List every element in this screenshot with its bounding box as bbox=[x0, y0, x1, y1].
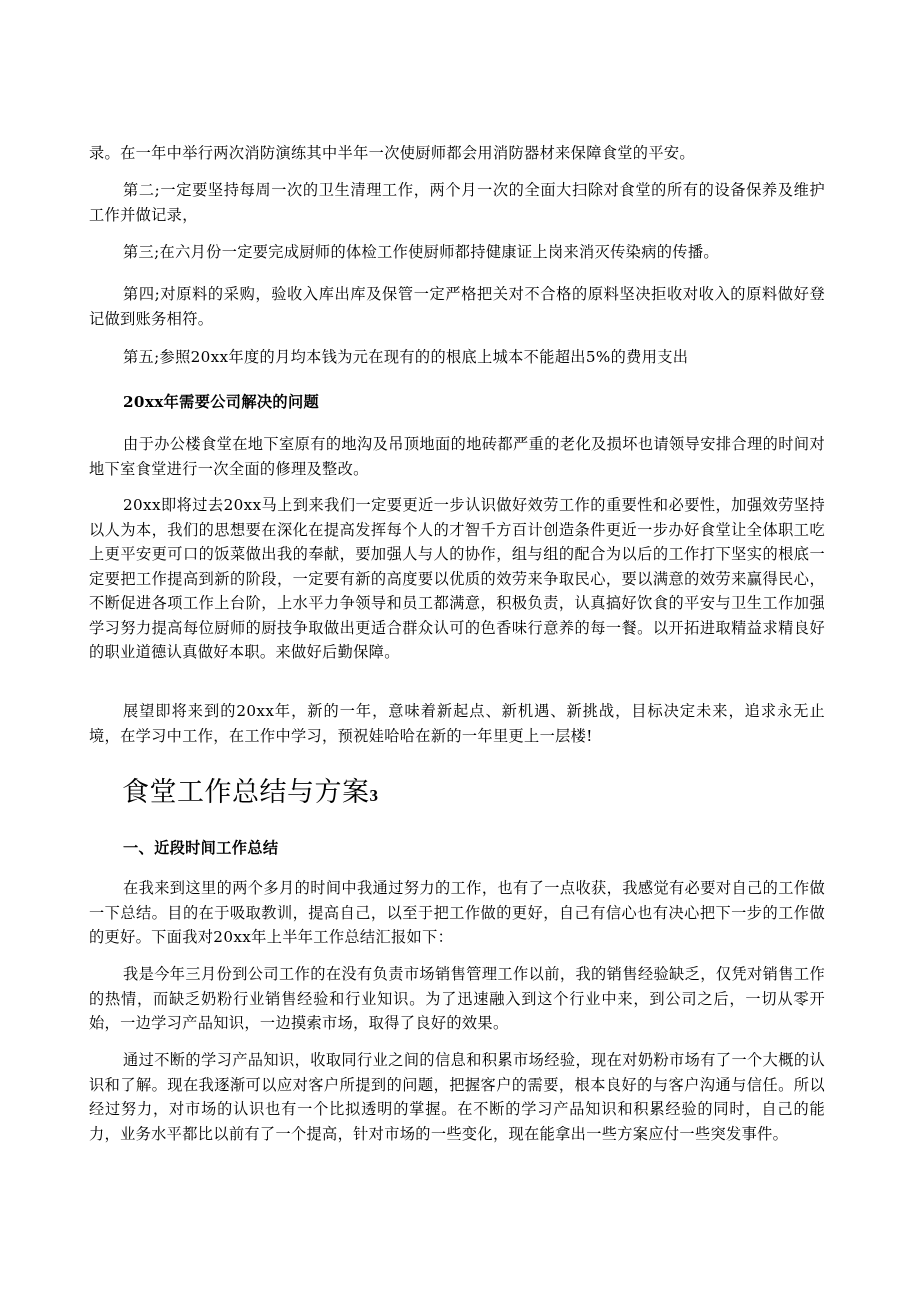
section-title bbox=[122, 775, 379, 814]
paragraph-service-outlook: 20xx即将过去20xx马上到来我们一定要更近一步认识做好效劳工作的重要性和必要性，加强效劳坚持以人为本，我们的思想要在深化在提高发挥每个人的才智千方百计创造条件更近一步办好食堂让全体职工吃上更平安更可口的饭菜做出我的奉献，要加强人与人的协作，组与组的配合为以后的工作打下坚实的根底一定要把工作提高到新的阶段，一定要有新的高度要以优质的效劳来争取民心，要以满意的效劳来赢得民心，不断促进各项工作上台阶，上水平力争领导和员工都满意，积极负责，认真搞好饮食的平安与卫生工作加强学习努力提高每位厨师的厨技争取做出更适合群众认可的色香味行意养的每一餐。以开拓进取精益求精良好的职业道德认真做好本职。来做好后勤保障。 bbox=[89, 496, 825, 661]
paragraph-fire-drill-ending: 录。在一年中举行两次消防演练其中半年一次使厨师都会用消防器材来保障食堂的平安。 bbox=[89, 144, 695, 162]
paragraph-item-second: 第二;一定要坚持每周一次的卫生清理工作，两个月一次的全面大扫除对食堂的所有的设备保养及维护工作并做记录， bbox=[89, 181, 825, 224]
paragraph-two-months-summary: 在我来到这里的两个多月的时间中我通过努力的工作，也有了一点收获，我感觉有必要对自己的工作做一下总结。目的在于吸取教训，提高自己，以至于把工作做的更好，自己有信心也有决心把下一步的工作做的更好。下面我对20xx年上半年工作总结汇报如下： bbox=[89, 879, 825, 946]
paragraph-item-third: 第三;在六月份一定要完成厨师的体检工作使厨师都持健康证上岗来消灭传染病的传播。 bbox=[123, 243, 719, 261]
section-title-text: 食堂工作总结与方案 bbox=[122, 777, 370, 808]
paragraph-march-start: 我是今年三月份到公司工作的在没有负责市场销售管理工作以前，我的销售经验缺乏，仅凭对销售工作的热情，而缺乏奶粉行业销售经验和行业知识。为了迅速融入到这个行业中来，到公司之后，一切从零开始，一边学习产品知识，一边摸索市场，取得了良好的效果。 bbox=[89, 965, 825, 1032]
paragraph-new-year-outlook: 展望即将来到的20xx年，新的一年，意味着新起点、新机遇、新挑战，目标决定未来，追求永无止境，在学习中工作，在工作中学习，预祝娃哈哈在新的一年里更上一层楼! bbox=[89, 702, 825, 745]
paragraph-item-fifth: 第五;参照20xx年度的月均本钱为元在现有的的根底上城本不能超出5%的费用支出 bbox=[123, 348, 689, 366]
section-title-number: 3 bbox=[369, 786, 379, 805]
paragraph-market-knowledge: 通过不断的学习产品知识，收取同行业之间的信息和积累市场经验，现在对奶粉市场有了一个大概的认识和了解。现在我逐渐可以应对客户所提到的问题，把握客户的需要，根本良好的与客户沟通与信任。所以经过努力，对市场的认识也有一个比拟透明的掌握。在不断的学习产品知识和积累经验的同时，自己的能力，业务水平都比以前有了一个提高，针对市场的一些变化，现在能拿出一些方案应付一些突发事件。 bbox=[89, 1051, 825, 1143]
paragraph-item-fourth: 第四;对原料的采购，验收入库出库及保管一定严格把关对不合格的原料坚决拒收对收入的原料做好登记做到账务相符。 bbox=[89, 285, 825, 328]
paragraph-basement-repair: 由于办公楼食堂在地下室原有的地沟及吊顶地面的地砖都严重的老化及损坏也请领导安排合理的时间对地下室食堂进行一次全面的修理及整改。 bbox=[89, 435, 825, 478]
subheading-recent-work-summary: 一、近段时间工作总结 bbox=[123, 839, 279, 857]
subheading-company-issues: 20xx年需要公司解决的问题 bbox=[123, 393, 320, 411]
